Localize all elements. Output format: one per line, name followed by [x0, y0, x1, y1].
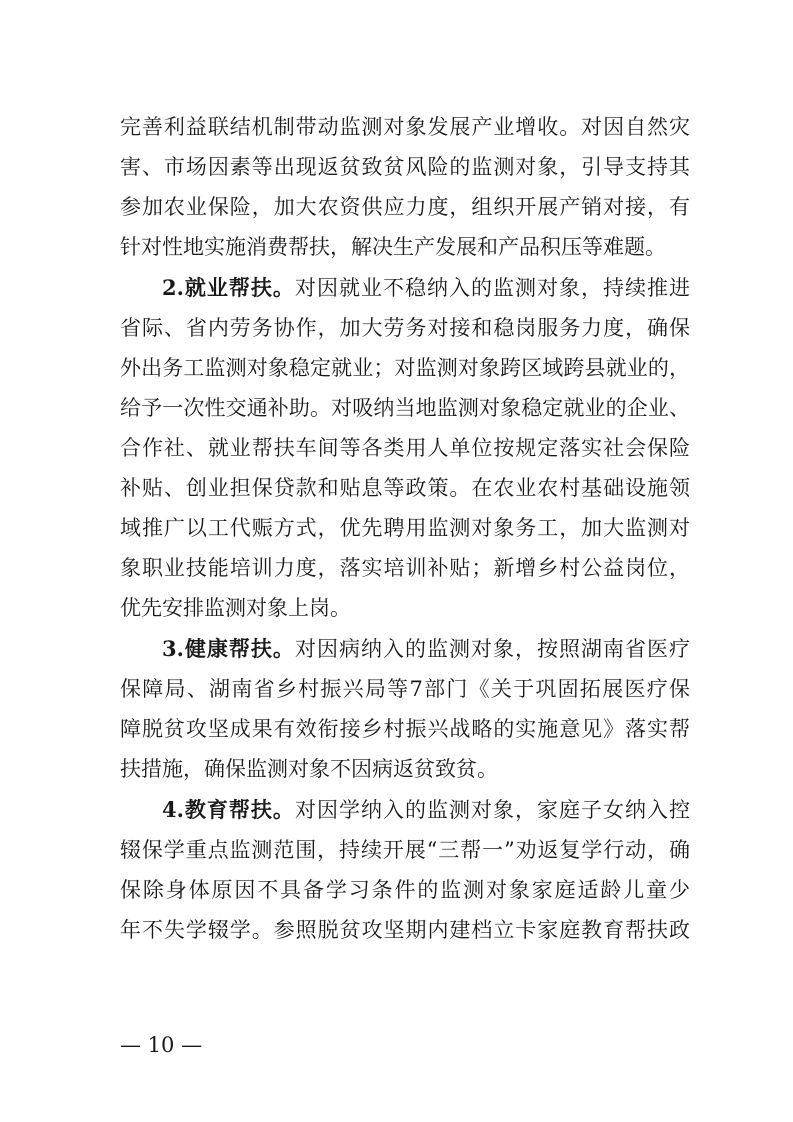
paragraph-line: 补贴、创业担保贷款和贴息等政策。在农业农村基础设施领	[120, 476, 690, 500]
paragraph-line: 象职业技能培训力度，落实培训补贴；新增乡村公益岗位，	[120, 556, 690, 580]
page-number: — 10 —	[120, 1033, 203, 1057]
paragraph-line: 辍保学重点监测范围，持续开展“三帮一”劝返复学行动，确	[120, 838, 690, 862]
paragraph-line: 外出务工监测对象稳定就业；对监测对象跨区域跨县就业的，	[120, 356, 690, 380]
paragraph-text: 对因学纳入的监测对象，家庭子女纳入控	[294, 798, 690, 822]
paragraph-line: 省际、省内劳务协作，加大劳务对接和稳岗服务力度，确保	[120, 316, 690, 340]
paragraph-line: 障脱贫攻坚成果有效衔接乡村振兴战略的实施意见》落实帮	[120, 717, 690, 741]
section-heading-education: 4.教育帮扶。	[162, 797, 295, 822]
paragraph-line: 优先安排监测对象上岗。	[120, 596, 351, 620]
paragraph-line: 参加农业保险，加大农资供应力度，组织开展产销对接，有	[120, 195, 690, 219]
section-heading-health: 3.健康帮扶。	[162, 636, 295, 661]
paragraph-first-line	[162, 634, 690, 664]
paragraph-first-line	[162, 273, 690, 303]
section-heading-employment: 2.就业帮扶。	[162, 275, 295, 300]
paragraph-line: 保障局、湖南省乡村振兴局等7部门《关于巩固拓展医疗保	[120, 677, 690, 701]
paragraph-line: 完善利益联结机制带动监测对象发展产业增收。对因自然灾	[120, 115, 690, 139]
paragraph-line: 域推广以工代赈方式，优先聘用监测对象务工，加大监测对	[120, 516, 690, 540]
paragraph-text: 对因就业不稳纳入的监测对象，持续推进	[294, 276, 690, 300]
paragraph-line: 给予一次性交通补助。对吸纳当地监测对象稳定就业的企业、	[120, 396, 690, 420]
paragraph-text: 对因病纳入的监测对象，按照湖南省医疗	[294, 637, 690, 661]
paragraph-line: 扶措施，确保监测对象不因病返贫致贫。	[120, 757, 498, 781]
paragraph-line: 合作社、就业帮扶车间等各类用人单位按规定落实社会保险	[120, 436, 690, 460]
paragraph-line: 保除身体原因不具备学习条件的监测对象家庭适龄儿童少	[120, 878, 690, 902]
paragraph-line: 年不失学辍学。参照脱贫攻坚期内建档立卡家庭教育帮扶政	[120, 918, 690, 942]
paragraph-line: 针对性地实施消费帮扶，解决生产发展和产品积压等难题。	[120, 235, 666, 259]
paragraph-line: 害、市场因素等出现返贫致贫风险的监测对象，引导支持其	[120, 155, 690, 179]
paragraph-first-line	[162, 795, 690, 825]
